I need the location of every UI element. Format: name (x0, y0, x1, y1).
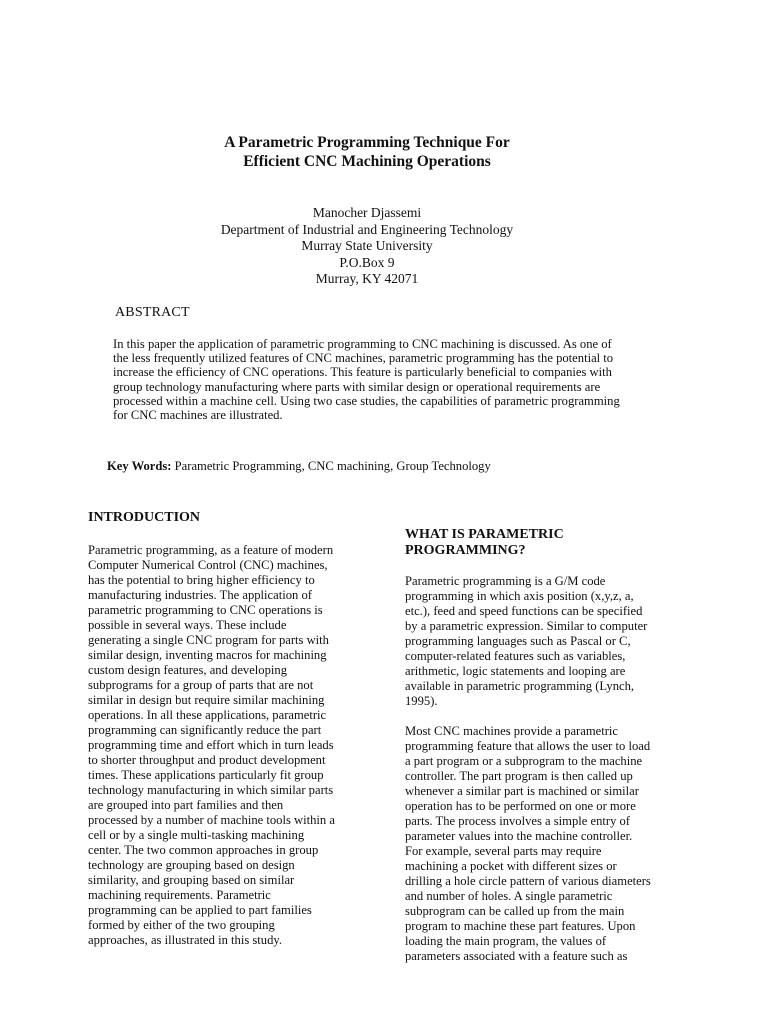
introduction-paragraph (88, 543, 378, 948)
text-line: Most CNC machines provide a parametric (405, 724, 618, 738)
what-is-paragraph-1 (405, 574, 695, 709)
abstract-line: In this paper the application of parametric programming to CNC machining is discussed. As one of (113, 337, 612, 351)
keywords (107, 459, 491, 474)
text-line: 1995). (405, 694, 438, 708)
abstract-body (113, 337, 673, 422)
text-line: technology manufacturing in which similar parts (88, 783, 334, 797)
text-line: center. The two common approaches in group (88, 843, 319, 857)
text-line: programming in which axis position (x,y,z, a, (405, 589, 634, 603)
text-line: programming can be applied to part families (88, 903, 312, 917)
text-line: cell or by a single multi-tasking machining (88, 828, 305, 842)
text-line: programming can significantly reduce the part (88, 723, 322, 737)
text-line: whenever a similar part is machined or similar (405, 784, 639, 798)
author-block (0, 205, 734, 288)
text-line: approaches, as illustrated in this study. (88, 933, 282, 947)
abstract-line: processed within a machine cell. Using two case studies, the capabilities of parametric programming (113, 393, 620, 408)
text-line: programming time and effort which in turn leads (88, 738, 334, 752)
text-line: programming feature that allows the user to load (405, 739, 651, 753)
text-line: programming languages such as Pascal or C, (405, 634, 631, 648)
text-line: times. These applications particularly fit group (88, 768, 324, 782)
text-line: operations. In all these applications, parametric (88, 708, 327, 722)
text-line: loading the main program, the values of (405, 934, 607, 948)
abstract-line: increase the efficiency of CNC operations. This feature is particularly beneficial to companies with (113, 365, 612, 380)
text-line: custom design features, and developing (88, 663, 287, 677)
text-line: parameter values into the machine controller. (405, 829, 633, 843)
text-line: are grouped into part families and then (88, 798, 284, 812)
text-line: controller. The part program is then called up (405, 769, 633, 783)
title-line: A Parametric Programming Technique For (224, 134, 510, 151)
text-line: has the potential to bring higher efficiency to (88, 573, 315, 587)
what-is-paragraph-2 (405, 724, 695, 964)
text-line: by a parametric expression. Similar to computer (405, 619, 648, 633)
text-line: parts. The process involves a simple entry of (405, 814, 631, 828)
paper-title (0, 133, 734, 171)
abstract-heading: ABSTRACT (115, 305, 190, 320)
text-line: a part program or a subprogram to the machine (405, 754, 643, 768)
text-line: processed by a number of machine tools within a (88, 813, 335, 827)
author-university: Murray State University (301, 238, 433, 253)
text-line: similarity, and grouping based on similar (88, 873, 295, 887)
text-line: computer-related features such as variables, (405, 649, 626, 663)
text-line: possible in several ways. These include (88, 618, 287, 632)
abstract-line: for CNC machines are illustrated. (113, 408, 283, 423)
text-line: Parametric programming, as a feature of modern (88, 543, 334, 557)
text-line: and number of holes. A single parametric (405, 889, 613, 903)
text-line: operation has to be performed on one or more (405, 799, 636, 813)
text-line: For example, several parts may require (405, 844, 602, 858)
author-name: Manocher Djassemi (312, 205, 422, 220)
text-line: etc.), feed and speed functions can be specified (405, 604, 643, 618)
text-line: arithmetic, logic statements and looping are (405, 664, 626, 678)
introduction-heading: INTRODUCTION (88, 510, 201, 525)
keywords-label: Key Words: (107, 459, 172, 473)
text-line: formed by either of the two grouping (88, 918, 275, 932)
author-pobox: P.O.Box 9 (339, 254, 395, 270)
text-line: subprogram can be called up from the main (405, 904, 625, 918)
abstract-line: group technology manufacturing where parts with similar design or operational requirements are (113, 379, 601, 394)
text-line: parameters associated with a feature such as (405, 949, 628, 963)
text-line: machining requirements. Parametric (88, 888, 271, 902)
text-line: generating a single CNC program for parts with (88, 633, 329, 647)
text-line: to shorter throughput and product development (88, 753, 326, 767)
text-line: machining a pocket with different sizes or (405, 859, 617, 873)
heading-line: WHAT IS PARAMETRIC (405, 527, 564, 542)
text-line: drilling a hole circle pattern of various diameters (405, 874, 651, 888)
heading-line: PROGRAMMING? (405, 543, 526, 558)
right-column (405, 527, 695, 964)
text-line: similar design, inventing macros for machining (88, 648, 327, 662)
text-line: technology are grouping based on design (88, 858, 295, 872)
what-is-heading (405, 527, 695, 559)
text-line: Computer Numerical Control (CNC) machines, (88, 558, 328, 572)
text-line: Parametric programming is a G/M code (405, 574, 606, 588)
text-line: manufacturing industries. The application of (88, 588, 312, 602)
text-line: similar in design but require similar machining (88, 693, 325, 707)
keywords-text: Parametric Programming, CNC machining, Group Technology (174, 459, 491, 473)
left-column (88, 510, 378, 948)
text-line: parametric programming to CNC operations is (88, 603, 323, 617)
text-line: subprograms for a group of parts that are not (88, 678, 314, 692)
text-line: program to machine these part features. Upon (405, 919, 636, 933)
text-line: available in parametric programming (Lynch, (405, 679, 635, 693)
author-department: Department of Industrial and Engineering Technology (220, 221, 514, 237)
abstract-line: the less frequently utilized features of CNC machines, parametric programming has the potential to (113, 351, 614, 366)
author-city: Murray, KY 42071 (315, 271, 419, 286)
title-line: Efficient CNC Machining Operations (243, 153, 491, 170)
